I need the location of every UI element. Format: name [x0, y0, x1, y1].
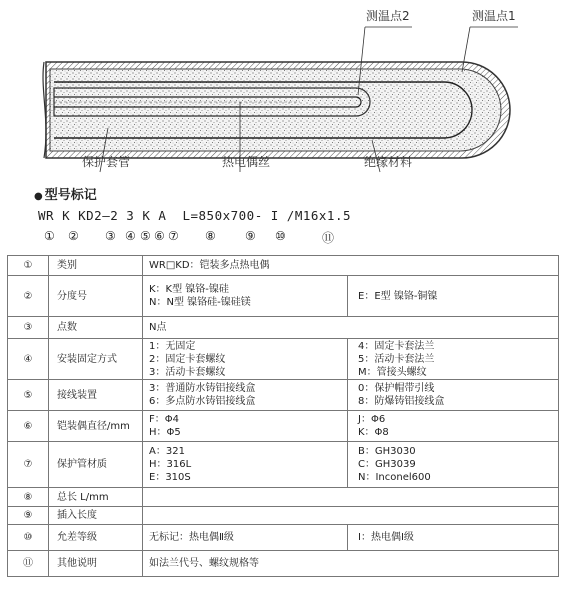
table-row	[8, 339, 559, 380]
option-item: A：321	[149, 446, 185, 457]
option-item: 3：活动卡套螺纹	[149, 366, 226, 378]
row-options-right	[348, 339, 559, 380]
row-number: ⑨	[8, 507, 49, 525]
table-row	[8, 507, 559, 525]
model-code: WR K KD2—2 3 K A L=850x700- I /M16x1.5	[38, 208, 351, 223]
row-options-left	[143, 525, 348, 551]
row-label: 安装固定方式	[49, 339, 143, 380]
row-number: ①	[8, 256, 49, 276]
option-item: 8：防爆铸铝接线盒	[358, 396, 445, 407]
row-value: WR□KD：铠装多点热电偶	[143, 256, 559, 276]
row-label: 允差等级	[49, 525, 143, 551]
option-item: H：Φ5	[149, 427, 181, 438]
label-wire: 热电偶丝	[222, 155, 271, 169]
model-marker: ⑧	[205, 229, 216, 243]
row-options-left	[143, 276, 348, 317]
row-value	[143, 488, 559, 507]
row-label: 其他说明	[49, 551, 143, 577]
model-title	[34, 184, 97, 203]
option-item: B：GH3030	[358, 446, 416, 457]
option-item: 2：固定卡套螺纹	[149, 353, 226, 365]
row-number: ⑪	[8, 551, 49, 577]
row-options-left	[143, 442, 348, 488]
option-item: E：E型 镍铬-铜镍	[358, 290, 438, 302]
row-options-left	[143, 339, 348, 380]
row-label: 分度号	[49, 276, 143, 317]
row-value	[143, 507, 559, 525]
option-item: 1：无固定	[149, 340, 196, 352]
row-options-right	[348, 442, 559, 488]
model-marker: ⑨	[245, 229, 256, 243]
option-item: E：310S	[149, 472, 191, 483]
option-item: Ⅰ：热电偶Ⅰ级	[358, 532, 414, 543]
model-marker: ⑦	[168, 229, 179, 243]
table-row	[8, 380, 559, 411]
label-point1: 测温点1	[472, 9, 516, 23]
table-row	[8, 525, 559, 551]
row-label: 铠装偶直径/mm	[49, 411, 143, 442]
row-number: ③	[8, 317, 49, 339]
row-number: ②	[8, 276, 49, 317]
label-sheath: 保护套管	[82, 155, 131, 169]
model-marker: ⑥	[154, 229, 165, 243]
option-item: J：Φ6	[358, 414, 386, 425]
label-point2: 测温点2	[366, 9, 410, 23]
table-row	[8, 411, 559, 442]
table-row	[8, 317, 559, 339]
table-row	[8, 256, 559, 276]
row-number: ⑧	[8, 488, 49, 507]
option-item: 5：活动卡套法兰	[358, 353, 435, 365]
row-number: ④	[8, 339, 49, 380]
option-item: 3：普通防水铸铝接线盒	[149, 383, 256, 394]
row-number: ⑦	[8, 442, 49, 488]
row-label: 插入长度	[49, 507, 143, 525]
option-item: F：Φ4	[149, 414, 179, 425]
row-label: 类别	[49, 256, 143, 276]
thermocouple-cross-section-diagram	[0, 0, 566, 178]
table-row	[8, 276, 559, 317]
model-marker: ①	[44, 229, 55, 243]
table-row	[8, 488, 559, 507]
option-item: 无标记：热电偶Ⅱ级	[149, 532, 234, 543]
option-item: N：N型 镍铬硅-镍硅镁	[149, 297, 251, 308]
row-value: N点	[143, 317, 559, 339]
row-label: 接线装置	[49, 380, 143, 411]
spec-table	[7, 255, 559, 577]
row-label: 总长 L/mm	[49, 488, 143, 507]
row-number: ⑩	[8, 525, 49, 551]
row-options-right	[348, 380, 559, 411]
bullet-icon: ●	[34, 191, 43, 202]
option-item: K：Φ8	[358, 427, 389, 438]
model-marker: ④	[125, 229, 136, 243]
model-marker: ⑤	[140, 229, 151, 243]
option-item: C：GH3039	[358, 459, 416, 470]
model-marker: ⑩	[275, 229, 286, 243]
option-item: 6：多点防水铸铝接线盒	[149, 396, 256, 407]
table-row	[8, 442, 559, 488]
model-marker: ⑪	[322, 231, 335, 245]
row-options-left	[143, 380, 348, 411]
option-item: H：316L	[149, 459, 192, 470]
row-number: ⑤	[8, 380, 49, 411]
label-insulation: 绝缘材料	[364, 155, 413, 169]
option-item: 4：固定卡套法兰	[358, 340, 435, 352]
row-label: 点数	[49, 317, 143, 339]
model-marker: ②	[68, 229, 79, 243]
option-item: M：管接头螺纹	[358, 366, 427, 378]
option-item: K：K型 镍铬-镍硅	[149, 284, 229, 295]
row-number: ⑥	[8, 411, 49, 442]
row-options-left	[143, 411, 348, 442]
model-marker: ③	[105, 229, 116, 243]
row-options-right	[348, 411, 559, 442]
row-options-right	[348, 276, 559, 317]
model-title-text: 型号标记	[44, 188, 97, 203]
row-label: 保护管材质	[49, 442, 143, 488]
row-options-right	[348, 525, 559, 551]
row-value: 如法兰代号、螺纹规格等	[143, 551, 559, 577]
option-item: 0：保护帽带引线	[358, 383, 435, 394]
table-row	[8, 551, 559, 577]
option-item: N：Inconel600	[358, 472, 431, 483]
